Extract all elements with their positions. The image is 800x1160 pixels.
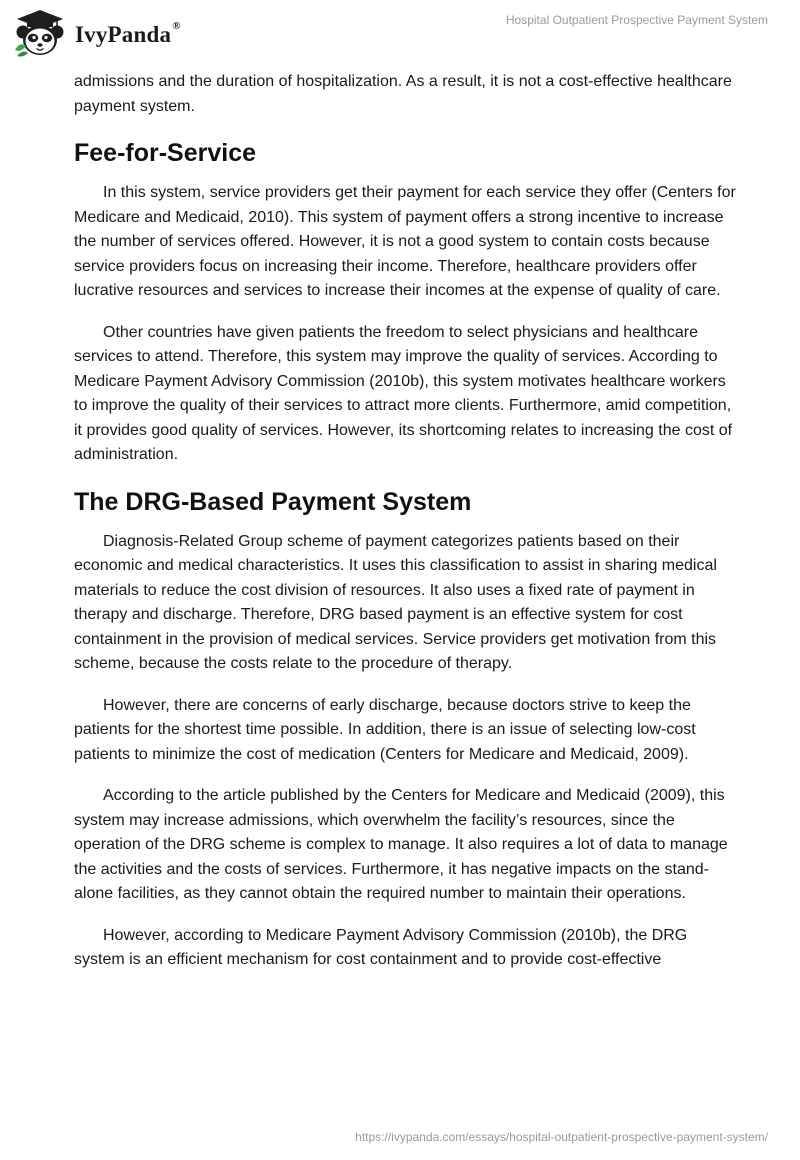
paragraph: In this system, service providers get their payment for each service they offer (Centers for Medicare and Medicaid, 2010). This system of payment offers a strong incentive to increase the number of services offered. However, it is not a good system to contain costs because service providers focus on increasing their income. Therefore, healthcare providers offer lucrative resources and services to increase their incomes at the expense of quality of care. (74, 184, 736, 299)
paragraph-continuation: admissions and the duration of hospitalization. As a result, it is not a cost-effective healthcare payment system. (74, 73, 732, 115)
page-header (0, 0, 800, 62)
essay-body (74, 70, 736, 990)
registered-mark: ® (172, 20, 181, 32)
paragraph: According to the article published by the Centers for Medicare and Medicaid (2009), this system may increase admissions, which overwhelm the facility’s resources, since the operation of the DRG scheme is complex to manage. It also requires a lot of data to manage the activities and the costs of services. Furthermore, it has negative impacts on the stand-alone facilities, as they cannot obtain the required number to maintain their operations. (74, 787, 728, 902)
paragraph: Diagnosis-Related Group scheme of payment categorizes patients based on their economic and medical characteristics. It uses this classification to assist in sharing medical materials to reduce the cost division of resources. It also uses a fixed rate of payment in therapy and discharge. Therefore, DRG based payment is an effective system for cost containment in the provision of medical services. Service providers get motivation from this scheme, because the costs relate to the procedure of therapy. (74, 532, 717, 672)
document-title: Hospital Outpatient Prospective Payment System (505, 13, 768, 27)
ivypanda-logo[interactable] (13, 8, 181, 58)
panda-graduation-cap-icon (13, 8, 67, 58)
paragraph: However, there are concerns of early discharge, because doctors strive to keep the patients for the shortest time possible. In addition, there is an issue of selecting low-cost patients to minimize the cost of medication (Centers for Medicare and Medicaid, 2009). (74, 696, 696, 763)
brand-name: IvyPanda® (75, 20, 181, 47)
paragraph: Other countries have given patients the freedom to select physicians and healthcare services to attend. Therefore, this system may improve the quality of services. According to Medicare Payment Advisory Commission (2010b), this system motivates healthcare workers to improve the quality of their services to attract more clients. Furthermore, amid competition, it provides good quality of services. However, its shortcoming relates to increasing the cost of administration. (74, 323, 733, 463)
section-heading-drg-payment-system: The DRG-Based Payment System (74, 487, 472, 516)
section-heading-fee-for-service: Fee-for-Service (74, 139, 257, 167)
source-url[interactable]: https://ivypanda.com/essays/hospital-outpatient-prospective-payment-system/ (355, 1130, 768, 1144)
paragraph: However, according to Medicare Payment Advisory Commission (2010b), the DRG system is an efficient mechanism for cost containment and to provide cost-effective (74, 926, 688, 968)
